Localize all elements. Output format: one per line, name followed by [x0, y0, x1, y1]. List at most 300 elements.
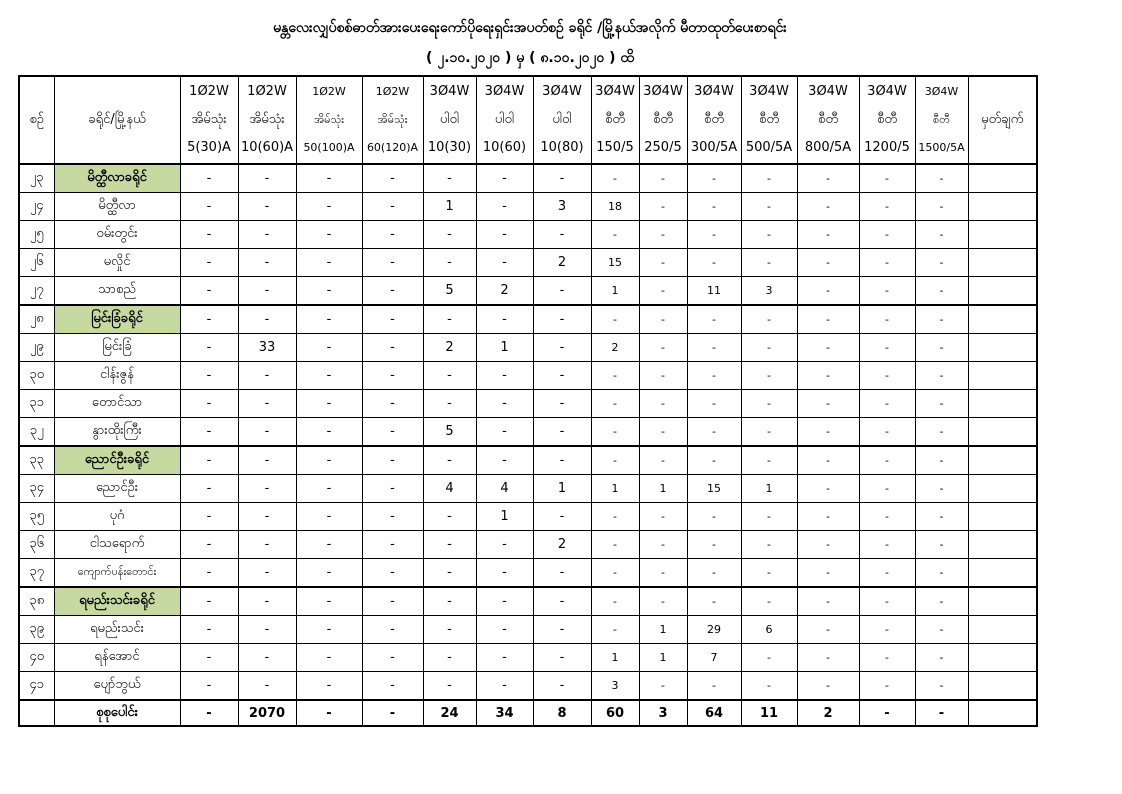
meter-count: - — [741, 305, 797, 334]
meter-count: - — [915, 503, 968, 531]
meter-count: - — [915, 193, 968, 221]
col-header-l2: စီတီ — [877, 112, 897, 127]
meter-count: 6 — [741, 616, 797, 644]
meter-count: - — [180, 503, 238, 531]
meter-count: 4 — [423, 475, 476, 503]
col-header-l1: 3Ø4W — [808, 84, 848, 99]
meter-count: - — [180, 446, 238, 475]
meter-count: 1 — [423, 193, 476, 221]
col-header-meter — [296, 76, 362, 164]
total-value: - — [362, 700, 423, 726]
meter-count: - — [476, 305, 533, 334]
row-number: ၂၅ — [19, 221, 54, 249]
meter-count: 2 — [476, 277, 533, 306]
meter-count: - — [423, 446, 476, 475]
township-name: ရမည်းသင်း — [54, 616, 180, 644]
meter-count: - — [797, 249, 859, 277]
meter-count: - — [741, 672, 797, 701]
meter-count: - — [180, 164, 238, 193]
meter-count: - — [915, 277, 968, 306]
meter-count: - — [859, 277, 915, 306]
meter-count: - — [476, 193, 533, 221]
meter-count: 11 — [687, 277, 741, 306]
meter-count: - — [476, 531, 533, 559]
meter-count: - — [915, 418, 968, 447]
meter-count: - — [915, 531, 968, 559]
remark-cell — [968, 277, 1037, 306]
meter-count: - — [296, 193, 362, 221]
row-number: ၃၆ — [19, 531, 54, 559]
meter-count: - — [180, 362, 238, 390]
meter-count: - — [591, 305, 639, 334]
meter-count: - — [423, 164, 476, 193]
meter-count: - — [741, 587, 797, 616]
meter-count: - — [476, 616, 533, 644]
meter-count: 2 — [533, 249, 591, 277]
col-header-l1: 3Ø4W — [643, 84, 683, 99]
meter-count: - — [180, 249, 238, 277]
remark-cell — [968, 249, 1037, 277]
remark-cell — [968, 503, 1037, 531]
col-header-meter — [180, 76, 238, 164]
meter-count: - — [591, 616, 639, 644]
meter-count: - — [797, 644, 859, 672]
meter-count: - — [238, 559, 296, 588]
col-header-l1: 1Ø2W — [189, 84, 229, 99]
total-value: 8 — [533, 700, 591, 726]
meter-count: - — [797, 334, 859, 362]
col-header-l2: စီတီ — [704, 112, 724, 127]
meter-count: - — [859, 475, 915, 503]
total-label: စုစုပေါင်း — [54, 700, 180, 726]
township-name: ကျောက်ပန်းတောင်း — [54, 559, 180, 588]
col-header-l3: 10(60)A — [240, 140, 294, 155]
col-header-l1: 3Ø4W — [595, 84, 635, 99]
meter-count: 4 — [476, 475, 533, 503]
meter-count: - — [362, 164, 423, 193]
remark-cell — [968, 164, 1037, 193]
row-number: ၂၈ — [19, 305, 54, 334]
meter-count: 1 — [639, 616, 687, 644]
township-name: တောင်သာ — [54, 390, 180, 418]
meter-count: - — [238, 418, 296, 447]
meter-count: - — [533, 503, 591, 531]
meter-count: - — [591, 531, 639, 559]
meter-count: - — [362, 390, 423, 418]
meter-count: 33 — [238, 334, 296, 362]
meter-count: - — [591, 164, 639, 193]
meter-count: - — [423, 305, 476, 334]
meter-count: 3 — [591, 672, 639, 701]
district-name: ညောင်ဦးခရိုင် — [54, 446, 180, 475]
district-row — [19, 164, 1037, 193]
meter-count: 18 — [591, 193, 639, 221]
meter-count: - — [639, 249, 687, 277]
township-name: ညောင်ဦး — [54, 475, 180, 503]
meter-count: - — [476, 587, 533, 616]
township-name: မလှိုင် — [54, 249, 180, 277]
meter-count: - — [797, 277, 859, 306]
meter-count: - — [296, 587, 362, 616]
table-row — [19, 418, 1037, 447]
total-value: 11 — [741, 700, 797, 726]
meter-count: - — [296, 221, 362, 249]
meter-count: 1 — [476, 503, 533, 531]
meter-count: - — [180, 587, 238, 616]
meter-table — [18, 75, 1038, 727]
remark-cell — [968, 559, 1037, 588]
meter-count: - — [639, 164, 687, 193]
meter-count: - — [296, 475, 362, 503]
meter-count: - — [915, 390, 968, 418]
meter-count: - — [687, 418, 741, 447]
meter-count: - — [238, 277, 296, 306]
meter-count: - — [533, 221, 591, 249]
remark-cell — [968, 475, 1037, 503]
table-row — [19, 277, 1037, 306]
meter-count: - — [362, 531, 423, 559]
meter-count: - — [741, 644, 797, 672]
table-row — [19, 475, 1037, 503]
meter-count: - — [423, 390, 476, 418]
meter-count: - — [797, 672, 859, 701]
meter-count: - — [797, 587, 859, 616]
meter-count: - — [741, 531, 797, 559]
remark-cell — [968, 221, 1037, 249]
township-name: ငါသရောက် — [54, 531, 180, 559]
meter-count: - — [687, 559, 741, 588]
remark-cell — [968, 644, 1037, 672]
col-header-l3: 50(100)A — [303, 141, 355, 154]
total-value: 2 — [797, 700, 859, 726]
col-header-meter — [915, 76, 968, 164]
meter-count: - — [296, 249, 362, 277]
meter-count: - — [639, 672, 687, 701]
meter-count: 7 — [687, 644, 741, 672]
meter-count: - — [591, 221, 639, 249]
col-header-remark: မှတ်ချက် — [968, 76, 1037, 164]
table-row — [19, 249, 1037, 277]
meter-count: 5 — [423, 277, 476, 306]
row-number: ၃၂ — [19, 418, 54, 447]
meter-count: 1 — [591, 277, 639, 306]
col-header-l1: 3Ø4W — [924, 85, 959, 98]
row-number: ၂၄ — [19, 193, 54, 221]
meter-count: - — [533, 277, 591, 306]
meter-count: - — [915, 616, 968, 644]
col-header-l1: 3Ø4W — [867, 84, 907, 99]
meter-count: - — [915, 362, 968, 390]
meter-count: - — [741, 164, 797, 193]
meter-count: - — [533, 418, 591, 447]
meter-count: 3 — [533, 193, 591, 221]
table-row — [19, 672, 1037, 701]
meter-count: 2 — [423, 334, 476, 362]
meter-count: 2 — [533, 531, 591, 559]
meter-count: - — [639, 503, 687, 531]
meter-count: - — [741, 362, 797, 390]
table-row — [19, 616, 1037, 644]
col-header-l2: ပါဝါ — [494, 112, 515, 127]
meter-count: - — [859, 503, 915, 531]
meter-count: - — [859, 418, 915, 447]
remark-cell — [968, 193, 1037, 221]
meter-count: - — [741, 418, 797, 447]
col-header-num: စဉ် — [19, 76, 54, 164]
meter-count: - — [859, 616, 915, 644]
meter-count: - — [639, 418, 687, 447]
meter-count: - — [476, 418, 533, 447]
col-header-l2: စီတီ — [933, 113, 950, 126]
col-header-l1: 3Ø4W — [749, 84, 789, 99]
township-name: ငါန်းဇွန် — [54, 362, 180, 390]
meter-count: - — [362, 644, 423, 672]
row-number: ၄၁ — [19, 672, 54, 701]
meter-count: - — [533, 616, 591, 644]
col-header-l2: စီတီ — [818, 112, 838, 127]
meter-count: - — [476, 249, 533, 277]
meter-count: - — [915, 587, 968, 616]
meter-count: - — [859, 644, 915, 672]
col-header-l2: စီတီ — [605, 112, 625, 127]
meter-count: - — [797, 503, 859, 531]
meter-count: - — [423, 249, 476, 277]
meter-count: - — [362, 559, 423, 588]
meter-count: - — [859, 672, 915, 701]
meter-count: 1 — [591, 644, 639, 672]
meter-count: - — [687, 249, 741, 277]
meter-count: - — [687, 164, 741, 193]
total-value: 24 — [423, 700, 476, 726]
meter-count: - — [533, 334, 591, 362]
meter-count: - — [362, 334, 423, 362]
table-row — [19, 193, 1037, 221]
meter-count: 1 — [591, 475, 639, 503]
col-header-meter — [238, 76, 296, 164]
meter-count: - — [741, 503, 797, 531]
meter-count: - — [797, 531, 859, 559]
meter-count: - — [639, 446, 687, 475]
meter-count: - — [476, 390, 533, 418]
meter-count: - — [591, 446, 639, 475]
col-header-l3: 500/5A — [745, 140, 793, 155]
meter-count: - — [238, 193, 296, 221]
col-header-meter — [591, 76, 639, 164]
meter-count: - — [687, 362, 741, 390]
meter-count: - — [362, 418, 423, 447]
meter-count: - — [423, 559, 476, 588]
remark-cell — [968, 418, 1037, 447]
col-header-l1: 3Ø4W — [429, 84, 470, 99]
meter-count: - — [533, 390, 591, 418]
remark-cell — [968, 390, 1037, 418]
remark-cell — [968, 362, 1037, 390]
meter-count: - — [296, 305, 362, 334]
table-row — [19, 531, 1037, 559]
meter-count: 15 — [687, 475, 741, 503]
table-row — [19, 559, 1037, 588]
meter-count: - — [423, 672, 476, 701]
meter-count: - — [687, 334, 741, 362]
total-value: 34 — [476, 700, 533, 726]
meter-count: - — [797, 559, 859, 588]
col-header-l3: 1200/5 — [864, 140, 910, 155]
meter-count: - — [797, 362, 859, 390]
col-header-l3: 60(120)A — [366, 141, 419, 154]
meter-count: - — [180, 475, 238, 503]
col-header-l2: အိမ်သုံး — [191, 112, 227, 127]
meter-count: - — [859, 362, 915, 390]
col-header-l3: 10(80) — [540, 140, 584, 155]
col-header-l2: အိမ်သုံး — [377, 113, 408, 126]
remark-cell — [968, 531, 1037, 559]
meter-count: - — [639, 587, 687, 616]
township-name: ပုဂံ — [54, 503, 180, 531]
township-name: ဝမ်းတွင်း — [54, 221, 180, 249]
meter-count: - — [591, 362, 639, 390]
meter-count: - — [238, 616, 296, 644]
meter-count: - — [741, 221, 797, 249]
meter-count: - — [591, 503, 639, 531]
meter-count: - — [296, 616, 362, 644]
col-header-l2: ပါဝါ — [552, 112, 572, 127]
remark-cell — [968, 305, 1037, 334]
meter-count: - — [180, 672, 238, 701]
meter-count: - — [533, 672, 591, 701]
meter-count: - — [296, 164, 362, 193]
meter-count: - — [687, 221, 741, 249]
col-header-area: ခရိုင်/မြို့နယ် — [54, 76, 180, 164]
meter-count: - — [915, 644, 968, 672]
meter-count: - — [180, 221, 238, 249]
col-header-l1: 3Ø4W — [484, 84, 525, 99]
col-header-meter — [423, 76, 476, 164]
table-row — [19, 644, 1037, 672]
col-header-meter — [741, 76, 797, 164]
col-header-meter — [533, 76, 591, 164]
meter-count: - — [687, 446, 741, 475]
row-number: ၃၄ — [19, 475, 54, 503]
meter-count: - — [687, 390, 741, 418]
meter-count: - — [687, 587, 741, 616]
total-value: 60 — [591, 700, 639, 726]
meter-count: - — [687, 305, 741, 334]
col-header-l2: အိမ်သုံး — [249, 112, 285, 127]
township-name: ရန်အောင် — [54, 644, 180, 672]
row-number: ၃၈ — [19, 587, 54, 616]
meter-count: - — [859, 249, 915, 277]
row-number: ၃၃ — [19, 446, 54, 475]
meter-count: - — [741, 390, 797, 418]
meter-count: - — [859, 164, 915, 193]
meter-count: - — [238, 362, 296, 390]
meter-count: - — [859, 559, 915, 588]
meter-count: - — [639, 334, 687, 362]
col-header-l1: 1Ø2W — [375, 85, 410, 98]
meter-count: - — [859, 221, 915, 249]
district-row — [19, 587, 1037, 616]
meter-count: - — [915, 672, 968, 701]
meter-count: - — [238, 390, 296, 418]
col-header-l3: 5(30)A — [187, 140, 231, 155]
meter-count: - — [238, 446, 296, 475]
row-number: ၄၀ — [19, 644, 54, 672]
meter-count: - — [423, 221, 476, 249]
meter-count: - — [915, 221, 968, 249]
meter-count: - — [296, 334, 362, 362]
meter-count: - — [362, 587, 423, 616]
meter-count: - — [859, 334, 915, 362]
township-name: ပျော်ဘွယ် — [54, 672, 180, 701]
meter-count: - — [180, 616, 238, 644]
meter-count: - — [238, 587, 296, 616]
col-header-l1: 1Ø2W — [247, 84, 287, 99]
district-name: ရမည်းသင်းခရိုင် — [54, 587, 180, 616]
meter-count: - — [180, 559, 238, 588]
meter-count: - — [180, 418, 238, 447]
meter-count: - — [362, 503, 423, 531]
row-number: ၃၇ — [19, 559, 54, 588]
meter-count: - — [639, 221, 687, 249]
meter-count: - — [238, 475, 296, 503]
meter-count: - — [296, 559, 362, 588]
meter-count: 3 — [741, 277, 797, 306]
meter-count: - — [797, 221, 859, 249]
row-number: ၂၆ — [19, 249, 54, 277]
col-header-l2: ပါဝါ — [439, 112, 460, 127]
meter-count: - — [915, 475, 968, 503]
meter-count: 5 — [423, 418, 476, 447]
col-header-meter — [687, 76, 741, 164]
table-row — [19, 503, 1037, 531]
meter-count: - — [238, 164, 296, 193]
total-value: - — [859, 700, 915, 726]
meter-count: - — [180, 531, 238, 559]
meter-count: - — [639, 305, 687, 334]
total-value: 2070 — [238, 700, 296, 726]
total-value: - — [915, 700, 968, 726]
col-header-meter — [362, 76, 423, 164]
col-header-l3: 800/5A — [804, 140, 852, 155]
meter-count: - — [362, 305, 423, 334]
meter-count: - — [859, 531, 915, 559]
remark-cell — [968, 334, 1037, 362]
township-name: မြင်းခြံ — [54, 334, 180, 362]
meter-count: - — [533, 446, 591, 475]
meter-count: - — [476, 644, 533, 672]
meter-count: - — [296, 277, 362, 306]
meter-count: - — [296, 672, 362, 701]
total-remark — [968, 700, 1037, 726]
col-header-l2: စီတီ — [653, 112, 673, 127]
meter-count: - — [476, 559, 533, 588]
col-header-l3: 300/5A — [690, 140, 738, 155]
meter-count: - — [533, 644, 591, 672]
meter-count: - — [797, 446, 859, 475]
meter-count: - — [296, 390, 362, 418]
meter-count: - — [859, 446, 915, 475]
meter-count: - — [362, 277, 423, 306]
row-number: ၂၉ — [19, 334, 54, 362]
meter-count: - — [423, 503, 476, 531]
page-title: မန္တလေးလျှပ်စစ်ဓာတ်အားပေးရေးကော်ပိုရေးရှင်းအပတ်စဉ် ခရိုင် /မြို့နယ်အလိုက် မီတာထုတ်ပေးစာရင်း — [273, 20, 787, 36]
row-number: ၃၉ — [19, 616, 54, 644]
district-name: မြင်းခြံခရိုင် — [54, 305, 180, 334]
meter-count: - — [362, 672, 423, 701]
meter-count: - — [859, 587, 915, 616]
col-header-l3: 250/5 — [644, 140, 682, 155]
meter-count: - — [180, 334, 238, 362]
